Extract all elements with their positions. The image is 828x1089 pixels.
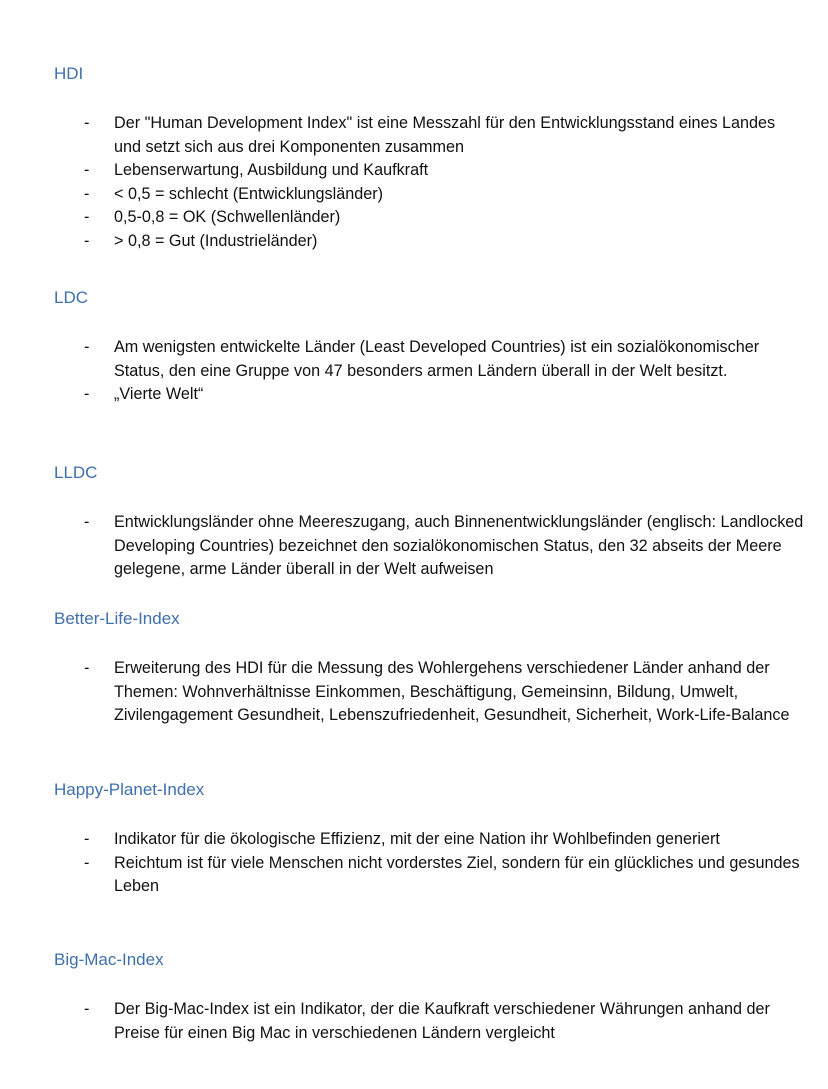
- section-heading-ldc: LDC: [54, 288, 89, 307]
- hdi-list: [84, 112, 804, 254]
- better-life-list: [84, 657, 804, 728]
- list-item: [84, 511, 804, 582]
- bullet-dash: -: [84, 830, 90, 848]
- list-item-text: Erweiterung des HDI für die Messung des Wohlergehens verschiedener Länder anhand der Themen: Wohnverhältnisse Einkommen, Beschäftigung, Gemeinsinn, Bildung, Umwelt, Zivilengagement Gesundheit, Lebenszufriedenheit, Gesundheit, Sicherheit, Work-Life-Balance: [114, 659, 790, 725]
- list-item-text: Lebenserwartung, Ausbildung und Kaufkraft: [114, 161, 429, 180]
- bullet-dash: -: [84, 853, 90, 872]
- bullet-dash: -: [84, 1000, 90, 1018]
- bullet-dash: -: [84, 385, 90, 404]
- ldc-list: [84, 336, 804, 407]
- list-item: [84, 159, 804, 183]
- list-item-text: Der "Human Development Index" ist eine Messzahl für den Entwicklungsstand eines Landes und setzt sich aus drei Komponenten zusammen: [114, 114, 776, 156]
- bullet-dash: -: [84, 513, 90, 531]
- list-item-text: Entwicklungsländer ohne Meereszugang, auch Binnenentwicklungsländer (englisch: Landlocked Developing Countries) bezeichnet den sozialökonomischen Status, den 32 abseits der Meere gelegene, arme Länder überall in der Welt aufweisen: [114, 513, 804, 579]
- list-item-text: 0,5-0,8 = OK (Schwellenländer): [114, 208, 341, 227]
- section-heading-better-life-index: Better-Life-Index: [54, 609, 180, 628]
- section-heading-big-mac-index: Big-Mac-Index: [54, 950, 164, 969]
- list-item-text: Reichtum ist für viele Menschen nicht vorderstes Ziel, sondern für ein glückliches und gesundes Leben: [114, 853, 800, 896]
- bullet-dash: -: [84, 161, 90, 180]
- list-item: [84, 828, 804, 852]
- bullet-dash: -: [84, 184, 90, 203]
- list-item-text: Am wenigsten entwickelte Länder (Least Developed Countries) ist ein sozialökonomischer Status, den eine Gruppe von 47 besonders armen Ländern überall in der Welt besitzt.: [114, 338, 760, 380]
- list-item: [84, 336, 804, 383]
- bullet-dash: -: [84, 231, 90, 250]
- section-heading-happy-planet-index: Happy-Planet-Index: [54, 780, 205, 799]
- section-heading-hdi: HDI: [54, 64, 84, 83]
- list-item: [84, 206, 804, 230]
- list-item: [84, 183, 804, 207]
- list-item-text: > 0,8 = Gut (Industrieländer): [114, 231, 318, 250]
- list-item-text: Indikator für die ökologische Effizienz, mit der eine Nation ihr Wohlbefinden generiert: [114, 830, 720, 848]
- list-item: [84, 998, 804, 1045]
- list-item: [84, 383, 804, 407]
- bullet-dash: -: [84, 659, 90, 677]
- list-item-text: Der Big-Mac-Index ist ein Indikator, der die Kaufkraft verschiedener Währungen anhand der Preise für einen Big Mac in verschiedenen Ländern vergleicht: [114, 1000, 770, 1042]
- list-item: [84, 112, 804, 159]
- bullet-dash: -: [84, 338, 90, 356]
- list-item-text: < 0,5 = schlecht (Entwicklungsländer): [114, 184, 384, 203]
- lldc-list: [84, 511, 804, 582]
- bullet-dash: -: [84, 208, 90, 227]
- happy-planet-list: [84, 828, 804, 899]
- bullet-dash: -: [84, 114, 90, 132]
- section-heading-lldc: LLDC: [54, 463, 98, 482]
- list-item: [84, 657, 804, 728]
- list-item: [84, 230, 804, 254]
- list-item: [84, 852, 804, 899]
- list-item-text: „Vierte Welt“: [114, 385, 204, 404]
- big-mac-list: [84, 998, 804, 1045]
